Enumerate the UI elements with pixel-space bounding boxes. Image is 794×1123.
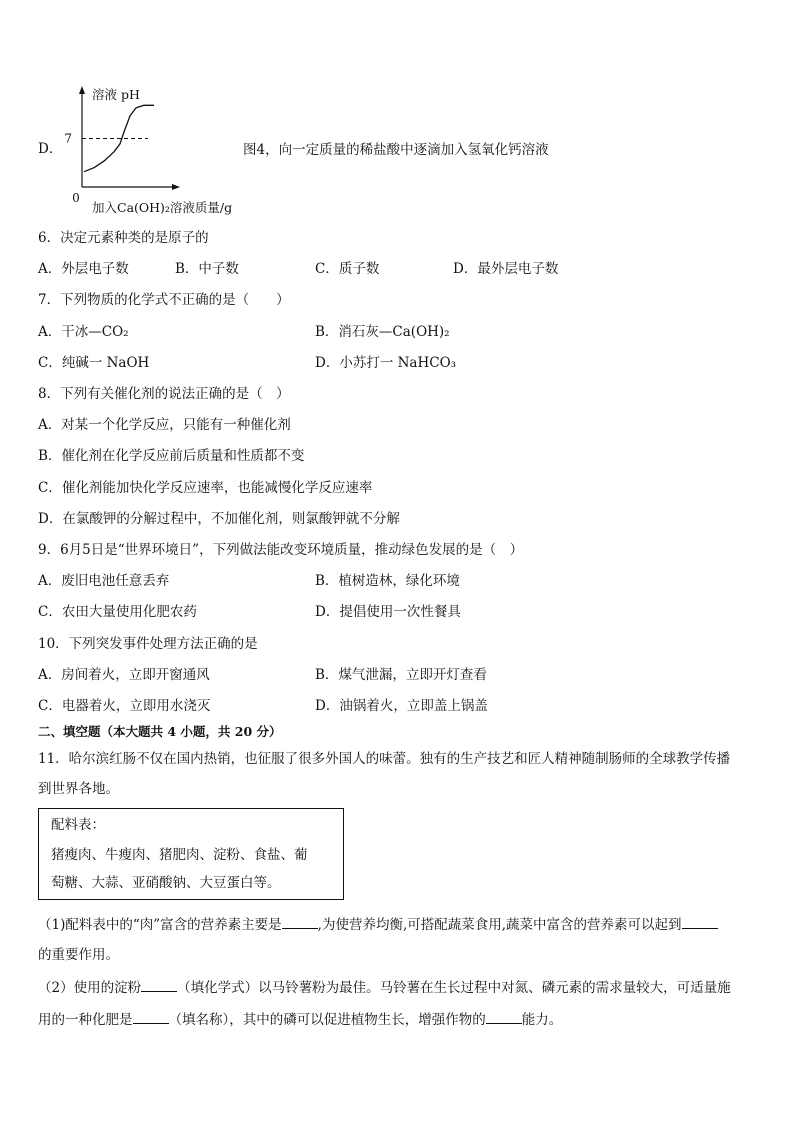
q6-stem: 6．决定元素种类的是原子的 bbox=[38, 230, 209, 246]
q10-stem: 10．下列突发事件处理方法正确的是 bbox=[38, 636, 258, 652]
q8-option-b: B．催化剂在化学反应前后质量和性质都不变 bbox=[38, 448, 305, 464]
x-axis-arrow bbox=[172, 184, 180, 190]
q11-stem-line2: 到世界各地。 bbox=[38, 781, 119, 797]
q8-option-c: C．催化剂能加快化学反应速率，也能减慢化学反应速率 bbox=[38, 480, 373, 496]
q9-option-a: A．废旧电池任意丢弃 bbox=[38, 573, 170, 589]
q10-option-a: A．房间着火，立即开窗通风 bbox=[38, 667, 210, 683]
ingredient-box bbox=[38, 808, 344, 900]
q11-part1-text-b: ,为使营养均衡,可搭配蔬菜食用,蔬菜中富含的营养素可以起到 bbox=[317, 917, 682, 933]
answer-blank[interactable] bbox=[133, 1011, 169, 1024]
chart-caption: 图4，向一定质量的稀盐酸中逐滴加入氢氧化钙溶液 bbox=[243, 142, 549, 158]
q7-option-d: D．小苏打一 NaHCO₃ bbox=[315, 355, 457, 371]
y-tick-label-7: 7 bbox=[64, 131, 72, 146]
q8-stem: 8．下列有关催化剂的说法正确的是（ ） bbox=[38, 386, 290, 402]
answer-blank[interactable] bbox=[141, 979, 177, 992]
q9-option-c: C．农田大量使用化肥农药 bbox=[38, 604, 197, 620]
q11-part2-text-a: （2）使用的淀粉 bbox=[38, 980, 142, 996]
box-title: 配料表： bbox=[51, 817, 105, 833]
box-line1: 猪瘦肉、牛瘦肉、猪肥肉、淀粉、食盐、葡 bbox=[51, 847, 308, 863]
q6-option-b: B．中子数 bbox=[175, 261, 239, 277]
q7-option-c: C．纯碱一 NaOH bbox=[38, 355, 150, 371]
q11-part1-line1 bbox=[38, 916, 718, 934]
q6-option-a: A．外层电子数 bbox=[38, 261, 129, 277]
q9-option-b: B．植树造林，绿化环境 bbox=[315, 573, 460, 589]
answer-blank[interactable] bbox=[282, 916, 318, 929]
q11-part2-line1 bbox=[38, 979, 731, 997]
box-line2: 萄糖、大蒜、亚硝酸钠、大豆蛋白等。 bbox=[51, 875, 281, 891]
q11-part2-line2 bbox=[38, 1011, 562, 1029]
q11-part2-text-b: （填化学式）以马铃薯粉为最佳。马铃薯在生长过程中对氮、磷元素的需求量较大，可适量施 bbox=[177, 980, 731, 996]
q7-option-a: A．干冰—CO₂ bbox=[38, 324, 129, 340]
option-d-letter: D． bbox=[38, 141, 63, 157]
q6-option-c: C．质子数 bbox=[315, 261, 380, 277]
q11-part1-text-a: （1)配料表中的“肉”富含的营养素主要是 bbox=[38, 917, 282, 933]
q6-option-d: D．最外层电子数 bbox=[453, 261, 559, 277]
y-axis-label: 溶液 pH bbox=[92, 87, 140, 102]
q11-part1-text-c: 的重要作用。 bbox=[38, 947, 119, 963]
q7-option-b: B．消石灰—Ca(OH)₂ bbox=[315, 324, 450, 340]
q9-option-d: D．提倡使用一次性餐具 bbox=[315, 604, 461, 620]
q10-option-c: C．电器着火，立即用水浇灭 bbox=[38, 698, 211, 714]
x-axis-label: 加入Ca(OH)₂溶液质量/g bbox=[92, 200, 233, 215]
q8-option-a: A．对某一个化学反应，只能有一种催化剂 bbox=[38, 417, 291, 433]
ph-curve-chart bbox=[60, 80, 250, 215]
q9-stem: 9．6月5日是“世界环境日”，下列做法能改变环境质量，推动绿色发展的是（ ） bbox=[38, 542, 524, 558]
q11-stem-line1: 11．哈尔滨红肠不仅在国内热销，也征服了很多外国人的味蕾。独有的生产技艺和匠人精神随制肠师的全球教学传播 bbox=[38, 751, 731, 767]
y-axis-arrow bbox=[79, 86, 85, 94]
section-heading: 二、填空题（本大题共 4 小题，共 20 分） bbox=[38, 724, 282, 739]
answer-blank[interactable] bbox=[682, 916, 718, 929]
q8-option-d: D．在氯酸钾的分解过程中，不加催化剂，则氯酸钾就不分解 bbox=[38, 511, 400, 527]
q11-part2-text-c: 用的一种化肥是 bbox=[38, 1012, 133, 1028]
origin-label: 0 bbox=[72, 191, 80, 205]
q11-part2-text-e: 能力。 bbox=[521, 1012, 563, 1028]
answer-blank[interactable] bbox=[486, 1011, 522, 1024]
q10-option-d: D．油锅着火，立即盖上锅盖 bbox=[315, 698, 488, 714]
q7-stem: 7．下列物质的化学式不正确的是（ ） bbox=[38, 292, 290, 308]
q11-part2-text-d: （填名称），其中的磷可以促进植物生长，增强作物的 bbox=[168, 1012, 486, 1028]
q10-option-b: B．煤气泄漏，立即开灯查看 bbox=[315, 667, 487, 683]
